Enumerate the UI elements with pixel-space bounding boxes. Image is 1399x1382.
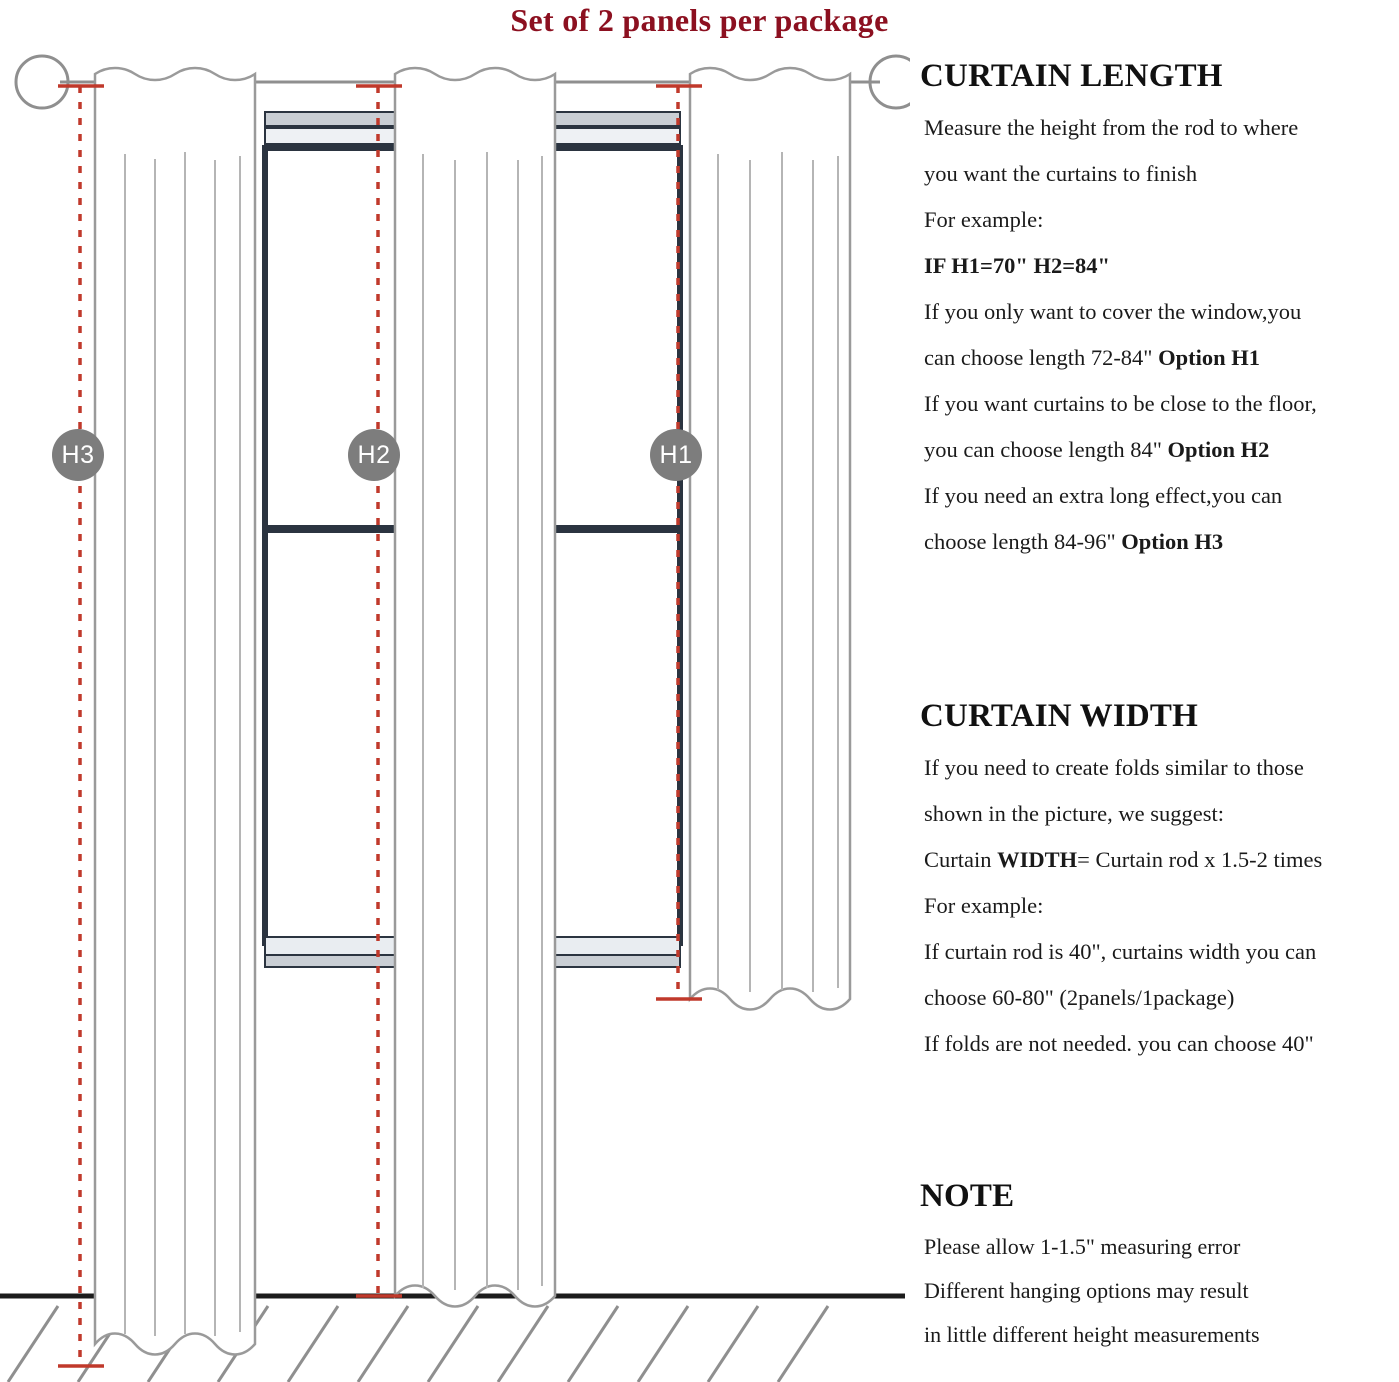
text-line: If you want curtains to be close to the floor,	[924, 391, 1317, 416]
text-line: Different hanging options may result	[924, 1278, 1249, 1303]
text-line: choose 60-80" (2panels/1package)	[924, 985, 1235, 1010]
section-curtain-length	[920, 58, 1399, 565]
text-line: If you need to create folds similar to those	[924, 755, 1304, 780]
section-body-curtain-width	[920, 745, 1399, 1067]
text-line: you can choose length 84" Option H2	[924, 437, 1270, 462]
text-line: For example:	[924, 207, 1044, 232]
section-note	[920, 1178, 1399, 1357]
page-title: Set of 2 panels per package	[510, 2, 889, 38]
section-title-curtain-length: CURTAIN LENGTH	[920, 58, 1223, 94]
diagram-svg	[0, 44, 910, 1382]
section-title-curtain-width: CURTAIN WIDTH	[920, 698, 1199, 734]
curtain-panel-window	[690, 68, 850, 1010]
text-line: can choose length 72-84" Option H1	[924, 345, 1261, 370]
instructions-column	[920, 58, 1390, 1382]
text-line: shown in the picture, we suggest:	[924, 801, 1224, 826]
curtain-measurement-diagram	[0, 44, 910, 1382]
text-line: Measure the height from the rod to where	[924, 115, 1299, 140]
text-line: Please allow 1-1.5" measuring error	[924, 1234, 1241, 1259]
curtain-panel-long	[95, 68, 255, 1355]
section-title-note: NOTE	[920, 1178, 1015, 1214]
text-line: IF H1=70" H2=84"	[924, 253, 1111, 278]
text-line: If you only want to cover the window,you	[924, 299, 1302, 324]
section-body-curtain-length	[920, 105, 1399, 565]
measure-badge-h3: H3	[52, 429, 104, 481]
measure-badge-h1: H1	[650, 429, 702, 481]
text-line: you want the curtains to finish	[924, 161, 1198, 186]
text-line: If you need an extra long effect,you can	[924, 483, 1283, 508]
text-line: If folds are not needed. you can choose 40"	[924, 1031, 1314, 1056]
text-line: For example:	[924, 893, 1044, 918]
text-line: in little different height measurements	[924, 1322, 1260, 1347]
text-line: If curtain rod is 40", curtains width you can	[924, 939, 1317, 964]
section-curtain-width	[920, 698, 1399, 1067]
text-line: Curtain WIDTH= Curtain rod x 1.5-2 times	[924, 847, 1323, 872]
curtain-panel-floor	[395, 68, 555, 1307]
text-line: choose length 84-96" Option H3	[924, 529, 1224, 554]
section-body-note	[920, 1225, 1399, 1357]
measure-badge-h2: H2	[348, 429, 400, 481]
